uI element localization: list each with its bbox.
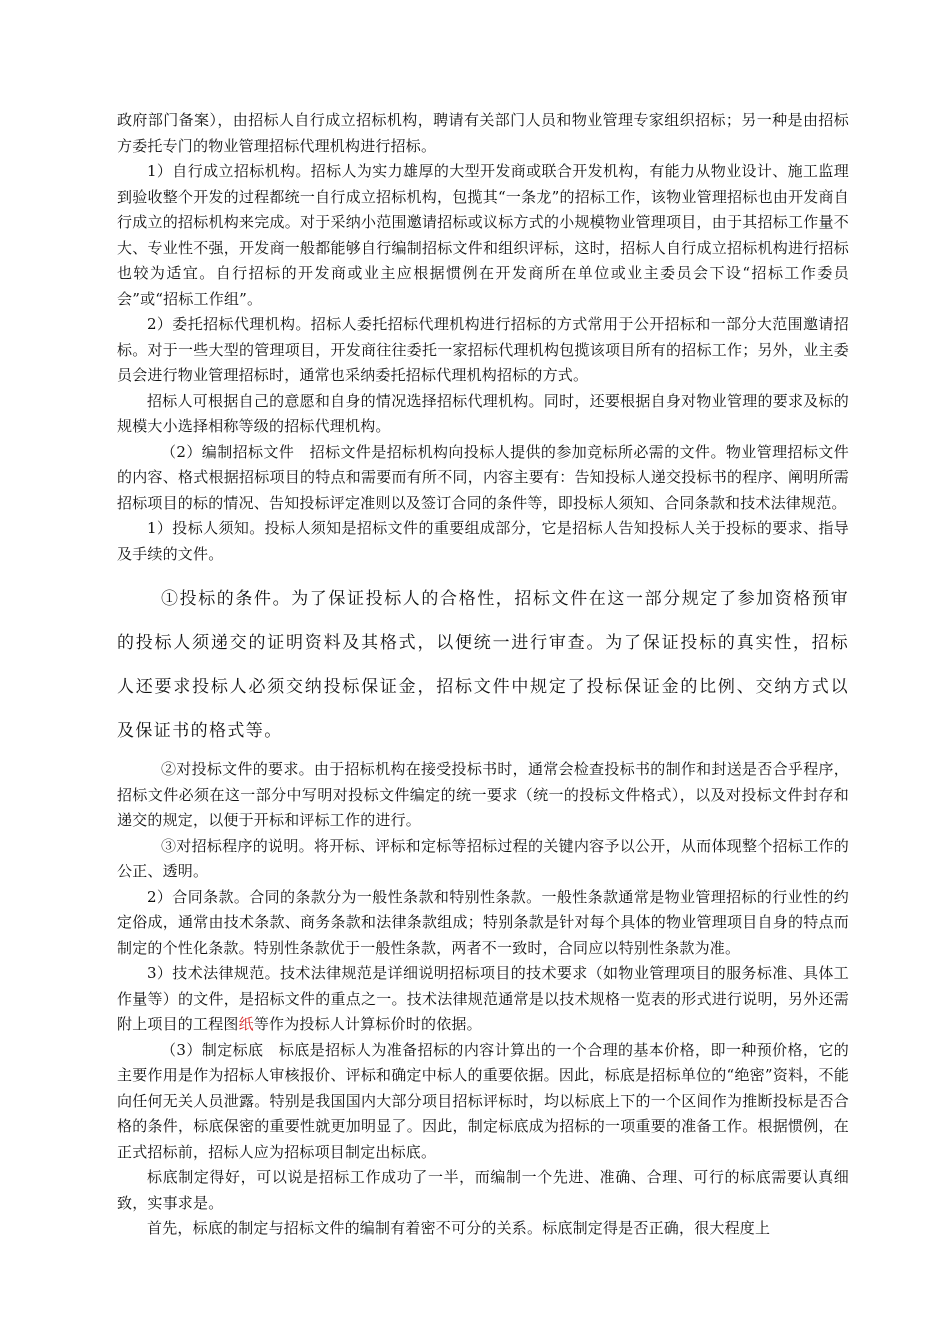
paragraph-contract-terms: 2）合同条款。合同的条款分为一般性条款和特别性条款。一般性条款通常是物业管理招标的行业性的约定俗成，通常由技术条款、商务条款和法律条款组成；特别条款是针对每个具体的物业管理项目自身的特点而制定的个性化条款。特别性条款优于一般性条款，两者不一致时，合同应以特别性条款为准。	[117, 887, 849, 957]
paragraph-self-established-agency: 1）自行成立招标机构。招标人为实力雄厚的大型开发商或联合开发机构，有能力从物业设计、施工监理到验收整个开发的过程都统一自行成立招标机构，包揽其“一条龙”的招标工作，该物业管理招标也由开发商自行成立的招标机构来完成。对于采纳小范围邀请招标或议标方式的小规模物业管理项目，由于其招标工作量不大、专业性不强，开发商一般都能够自行编制招标文件和组织评标，这时，招标人自行成立招标机构进行招标也较为适宜。自行招标的开发商或业主应根据惯例在开发商所在单位或业主委员会下设“招标工作委员会”或“招标工作组”。	[117, 162, 849, 308]
paragraph-bid-document-requirements: ②对投标文件的要求。由于招标机构在接受投标书时，通常会检查投标书的制作和封送是否合乎程序，招标文件必须在这一部分中写明对投标文件编定的统一要求（统一的投标文件格式），以及对投标文件封存和递交的规定，以便于开标和评标工作的进行。	[117, 760, 849, 829]
paragraph-base-price-importance: 标底制定得好，可以说是招标工作成功了一半，而编制一个先进、准确、合理、可行的标底需要认真细致，实事求是。	[117, 1168, 849, 1212]
paragraph-intro-continued: 政府部门备案），由招标人自行成立招标机构，聘请有关部门人员和物业管理专家组织招标；另一种是由招标方委托专门的物业管理招标代理机构进行招标。	[117, 111, 849, 155]
paragraph-compile-bidding-docs: （2）编制招标文件 招标文件是招标机构向投标人提供的参加竞标所必需的文件。物业管理招标文件的内容、格式根据招标项目的特点和需要而有所不同，内容主要有：告知投标人递交投标书的程序、阐明所需招标项目的标的情况、告知投标评定准则以及签订合同的条件等，即投标人须知、合同条款和技术法律规范。	[117, 442, 849, 512]
paragraph-commissioned-agency: 2）委托招标代理机构。招标人委托招标代理机构进行招标的方式常用于公开招标和一部分大范围邀请招标。对于一些大型的管理项目，开发商往往委托一家招标代理机构包揽该项目所有的招标工作；另外，业主委员会进行物业管理招标时，通常也采纳委托招标代理机构招标的方式。	[117, 315, 849, 384]
technical-specs-text-after: 等作为投标人计算标价时的依据。	[253, 1015, 482, 1033]
paragraph-bidding-conditions: ①投标的条件。为了保证投标人的合格性，招标文件在这一部分规定了参加资格预审的投标人须递交的证明资料及其格式，以便统一进行审查。为了保证投标的真实性，招标人还要求投标人必须交纳投标保证金，招标文件中规定了投标保证金的比例、交纳方式以及保证书的格式等。	[117, 589, 849, 741]
highlighted-character: 纸	[238, 1015, 254, 1033]
paragraph-technical-specs	[117, 961, 849, 1038]
paragraph-bidding-procedure: ③对招标程序的说明。将开标、评标和定标等招标过程的关键内容予以公开，从而体现整个招标工作的公正、透明。	[117, 836, 849, 880]
paragraph-first-point: 首先，标底的制定与招标文件的编制有着密不可分的关系。标底制定得是否正确，很大程度上	[147, 1219, 771, 1237]
paragraph-choose-agency: 招标人可根据自己的意愿和自身的情况选择招标代理机构。同时，还要根据自身对物业管理的要求及标的规模大小选择相称等级的招标代理机构。	[117, 391, 849, 435]
document-body	[117, 108, 849, 1242]
paragraph-bidder-instructions: 1）投标人须知。投标人须知是招标文件的重要组成部分，它是招标人告知投标人关于投标的要求、指导及手续的文件。	[117, 519, 849, 563]
paragraph-base-price: （3）制定标底 标底是招标人为准备招标的内容计算出的一个合理的基本价格，即一种预价格，它的主要作用是作为招标人审核报价、评标和确定中标人的重要依据。因此，标底是招标单位的“绝密”资料，不能向任何无关人员泄露。特别是我国国内大部分项目招标评标时，均以标底上下的一个区间作为推断投标是否合格的条件，标底保密的重要性就更加明显了。因此，制定标底成为招标的一项重要的准备工作。根据惯例，在正式招标前，招标人应为招标项目制定出标底。	[117, 1040, 849, 1161]
technical-specs-text-before: 3）技术法律规范。技术法律规范是详细说明招标项目的技术要求（如物业管理项目的服务标准、具体工作量等）的文件，是招标文件的重点之一。技术法律规范通常是以技术规格一览表的形式进行说明，另外还需附上项目的工程图	[117, 964, 849, 1033]
